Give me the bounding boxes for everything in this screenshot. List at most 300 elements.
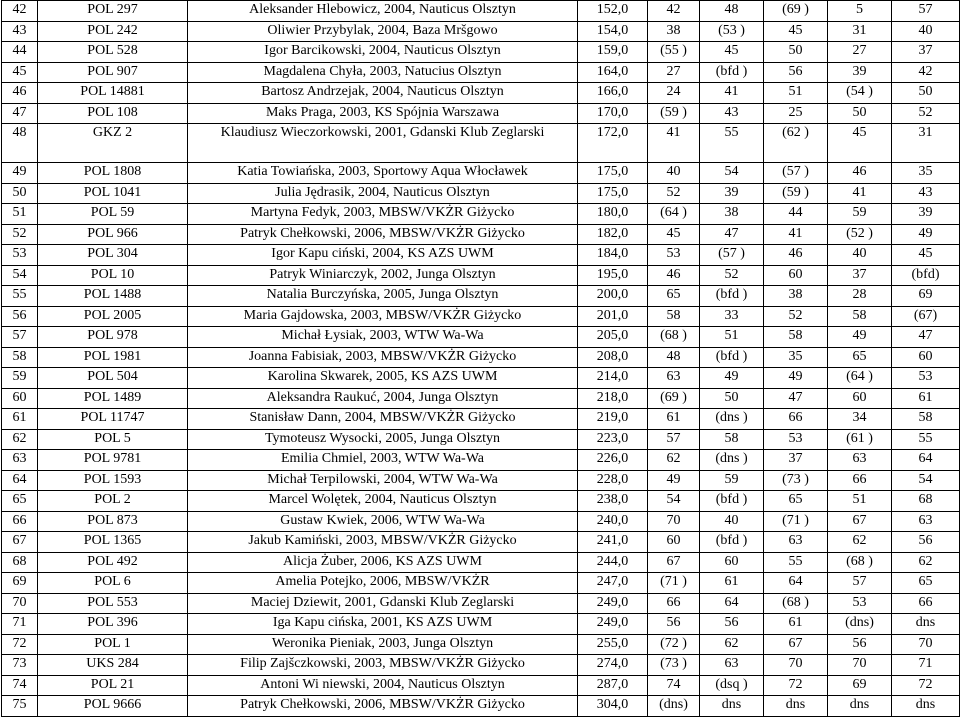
race-3-cell: 53 [764, 429, 828, 450]
sail-number-cell: POL 978 [38, 327, 188, 348]
table-row [2, 491, 960, 512]
place-cell: 44 [2, 42, 38, 63]
table-row [2, 62, 960, 83]
race-1-cell: 58 [648, 306, 700, 327]
race-1-cell: 65 [648, 286, 700, 307]
sail-number-cell: POL 108 [38, 103, 188, 124]
competitor-cell: Michał Terpilowski, 2004, WTW Wa-Wa [188, 470, 578, 491]
race-1-cell: 54 [648, 491, 700, 512]
total-points-cell: 219,0 [578, 409, 648, 430]
competitor-cell: Stanisław Dann, 2004, MBSW/VKŻR Giżycko [188, 409, 578, 430]
place-cell: 53 [2, 245, 38, 266]
race-2-cell: 63 [700, 655, 764, 676]
race-3-cell: 65 [764, 491, 828, 512]
race-5-cell: 40 [892, 21, 960, 42]
race-5-cell: (67) [892, 306, 960, 327]
competitor-cell: Gustaw Kwiek, 2006, WTW Wa-Wa [188, 511, 578, 532]
race-4-cell: 59 [828, 204, 892, 225]
race-4-cell: 69 [828, 675, 892, 696]
race-4-cell: 70 [828, 655, 892, 676]
race-4-cell: (68 ) [828, 552, 892, 573]
competitor-cell: Antoni Wi niewski, 2004, Nauticus Olsztyn [188, 675, 578, 696]
race-3-cell: 51 [764, 83, 828, 104]
sail-number-cell: POL 2 [38, 491, 188, 512]
table-row [2, 21, 960, 42]
race-5-cell: 65 [892, 573, 960, 594]
race-5-cell: 31 [892, 124, 960, 163]
race-1-cell: 45 [648, 224, 700, 245]
sail-number-cell: POL 1 [38, 634, 188, 655]
sail-number-cell: POL 5 [38, 429, 188, 450]
table-row [2, 347, 960, 368]
total-points-cell: 228,0 [578, 470, 648, 491]
total-points-cell: 175,0 [578, 163, 648, 184]
sail-number-cell: UKS 284 [38, 655, 188, 676]
race-2-cell: 38 [700, 204, 764, 225]
sail-number-cell: POL 21 [38, 675, 188, 696]
total-points-cell: 223,0 [578, 429, 648, 450]
race-4-cell: dns [828, 696, 892, 717]
table-row [2, 675, 960, 696]
race-5-cell: 35 [892, 163, 960, 184]
race-1-cell: 38 [648, 21, 700, 42]
race-3-cell: 56 [764, 62, 828, 83]
table-row [2, 532, 960, 553]
place-cell: 51 [2, 204, 38, 225]
competitor-cell: Michał Łysiak, 2003, WTW Wa-Wa [188, 327, 578, 348]
race-4-cell: (54 ) [828, 83, 892, 104]
race-3-cell: 35 [764, 347, 828, 368]
race-3-cell: dns [764, 696, 828, 717]
race-5-cell: 39 [892, 204, 960, 225]
competitor-cell: Jakub Kamiński, 2003, MBSW/VKŻR Giżycko [188, 532, 578, 553]
table-row [2, 368, 960, 389]
race-2-cell: (57 ) [700, 245, 764, 266]
total-points-cell: 182,0 [578, 224, 648, 245]
race-4-cell: (61 ) [828, 429, 892, 450]
race-3-cell: 47 [764, 388, 828, 409]
place-cell: 60 [2, 388, 38, 409]
race-3-cell: 60 [764, 265, 828, 286]
race-3-cell: 58 [764, 327, 828, 348]
total-points-cell: 170,0 [578, 103, 648, 124]
race-2-cell: 41 [700, 83, 764, 104]
competitor-cell: Natalia Burczyńska, 2005, Junga Olsztyn [188, 286, 578, 307]
race-2-cell: 60 [700, 552, 764, 573]
sail-number-cell: POL 297 [38, 1, 188, 22]
race-2-cell: (dsq ) [700, 675, 764, 696]
race-5-cell: 66 [892, 593, 960, 614]
race-5-cell: 64 [892, 450, 960, 471]
table-row [2, 124, 960, 163]
total-points-cell: 164,0 [578, 62, 648, 83]
place-cell: 61 [2, 409, 38, 430]
table-row [2, 388, 960, 409]
sail-number-cell: POL 59 [38, 204, 188, 225]
race-3-cell: 64 [764, 573, 828, 594]
race-4-cell: 60 [828, 388, 892, 409]
competitor-cell: Magdalena Chyła, 2003, Natucius Olsztyn [188, 62, 578, 83]
race-4-cell: 31 [828, 21, 892, 42]
race-5-cell: 69 [892, 286, 960, 307]
race-1-cell: 60 [648, 532, 700, 553]
race-4-cell: 63 [828, 450, 892, 471]
race-5-cell: 68 [892, 491, 960, 512]
total-points-cell: 287,0 [578, 675, 648, 696]
place-cell: 48 [2, 124, 38, 163]
race-4-cell: 45 [828, 124, 892, 163]
race-3-cell: 50 [764, 42, 828, 63]
race-1-cell: (68 ) [648, 327, 700, 348]
place-cell: 50 [2, 183, 38, 204]
sail-number-cell: POL 242 [38, 21, 188, 42]
sail-number-cell: POL 14881 [38, 83, 188, 104]
sail-number-cell: POL 11747 [38, 409, 188, 430]
race-5-cell: 61 [892, 388, 960, 409]
table-row [2, 593, 960, 614]
race-4-cell: (52 ) [828, 224, 892, 245]
race-5-cell: 43 [892, 183, 960, 204]
sail-number-cell: POL 492 [38, 552, 188, 573]
race-4-cell: 51 [828, 491, 892, 512]
race-1-cell: 40 [648, 163, 700, 184]
race-1-cell: (69 ) [648, 388, 700, 409]
race-1-cell: (71 ) [648, 573, 700, 594]
place-cell: 70 [2, 593, 38, 614]
race-2-cell: (bfd ) [700, 532, 764, 553]
competitor-cell: Amelia Potejko, 2006, MBSW/VKŻR [188, 573, 578, 594]
sail-number-cell: POL 1365 [38, 532, 188, 553]
race-3-cell: 61 [764, 614, 828, 635]
race-5-cell: 63 [892, 511, 960, 532]
table-row [2, 450, 960, 471]
competitor-cell: Igor Kapu ciński, 2004, KS AZS UWM [188, 245, 578, 266]
race-1-cell: 66 [648, 593, 700, 614]
race-5-cell: 57 [892, 1, 960, 22]
sail-number-cell: POL 1041 [38, 183, 188, 204]
table-row [2, 83, 960, 104]
race-4-cell: 41 [828, 183, 892, 204]
race-3-cell: 41 [764, 224, 828, 245]
table-row [2, 573, 960, 594]
race-5-cell: 53 [892, 368, 960, 389]
table-row [2, 552, 960, 573]
place-cell: 57 [2, 327, 38, 348]
competitor-cell: Patryk Winiarczyk, 2002, Junga Olsztyn [188, 265, 578, 286]
competitor-cell: Aleksandra Raukuć, 2004, Junga Olsztyn [188, 388, 578, 409]
race-1-cell: 52 [648, 183, 700, 204]
race-2-cell: dns [700, 696, 764, 717]
competitor-cell: Iga Kapu cińska, 2001, KS AZS UWM [188, 614, 578, 635]
race-5-cell: dns [892, 696, 960, 717]
race-3-cell: 55 [764, 552, 828, 573]
place-cell: 65 [2, 491, 38, 512]
race-3-cell: 38 [764, 286, 828, 307]
race-4-cell: 5 [828, 1, 892, 22]
race-3-cell: 67 [764, 634, 828, 655]
race-4-cell: 46 [828, 163, 892, 184]
sail-number-cell: POL 6 [38, 573, 188, 594]
race-3-cell: (71 ) [764, 511, 828, 532]
race-3-cell: 52 [764, 306, 828, 327]
competitor-cell: Bartosz Andrzejak, 2004, Nauticus Olsztyn [188, 83, 578, 104]
sail-number-cell: POL 553 [38, 593, 188, 614]
race-3-cell: (73 ) [764, 470, 828, 491]
table-row [2, 1, 960, 22]
total-points-cell: 201,0 [578, 306, 648, 327]
competitor-cell: Weronika Pieniak, 2003, Junga Olsztyn [188, 634, 578, 655]
competitor-cell: Patryk Chełkowski, 2006, MBSW/VKŻR Giżycko [188, 224, 578, 245]
race-5-cell: 45 [892, 245, 960, 266]
race-4-cell: 65 [828, 347, 892, 368]
total-points-cell: 214,0 [578, 368, 648, 389]
race-1-cell: 41 [648, 124, 700, 163]
table-row [2, 429, 960, 450]
table-row [2, 286, 960, 307]
race-5-cell: 49 [892, 224, 960, 245]
race-2-cell: 50 [700, 388, 764, 409]
race-1-cell: 42 [648, 1, 700, 22]
race-3-cell: 45 [764, 21, 828, 42]
place-cell: 73 [2, 655, 38, 676]
place-cell: 56 [2, 306, 38, 327]
race-4-cell: 58 [828, 306, 892, 327]
sail-number-cell: POL 1981 [38, 347, 188, 368]
total-points-cell: 184,0 [578, 245, 648, 266]
race-2-cell: (dns ) [700, 450, 764, 471]
race-4-cell: 62 [828, 532, 892, 553]
sail-number-cell: POL 9781 [38, 450, 188, 471]
race-5-cell: (bfd) [892, 265, 960, 286]
table-row [2, 409, 960, 430]
race-1-cell: 48 [648, 347, 700, 368]
total-points-cell: 218,0 [578, 388, 648, 409]
race-4-cell: 40 [828, 245, 892, 266]
place-cell: 43 [2, 21, 38, 42]
race-2-cell: 61 [700, 573, 764, 594]
place-cell: 63 [2, 450, 38, 471]
race-1-cell: 57 [648, 429, 700, 450]
sail-number-cell: POL 504 [38, 368, 188, 389]
race-4-cell: 57 [828, 573, 892, 594]
place-cell: 72 [2, 634, 38, 655]
race-2-cell: 55 [700, 124, 764, 163]
race-4-cell: 67 [828, 511, 892, 532]
table-row [2, 511, 960, 532]
results-body [2, 1, 960, 717]
place-cell: 42 [2, 1, 38, 22]
race-2-cell: 39 [700, 183, 764, 204]
total-points-cell: 247,0 [578, 573, 648, 594]
table-row [2, 42, 960, 63]
total-points-cell: 244,0 [578, 552, 648, 573]
competitor-cell: Karolina Skwarek, 2005, KS AZS UWM [188, 368, 578, 389]
race-4-cell: 37 [828, 265, 892, 286]
race-3-cell: 49 [764, 368, 828, 389]
sail-number-cell: POL 1488 [38, 286, 188, 307]
total-points-cell: 226,0 [578, 450, 648, 471]
place-cell: 74 [2, 675, 38, 696]
total-points-cell: 180,0 [578, 204, 648, 225]
total-points-cell: 205,0 [578, 327, 648, 348]
sail-number-cell: POL 528 [38, 42, 188, 63]
total-points-cell: 166,0 [578, 83, 648, 104]
table-row [2, 103, 960, 124]
place-cell: 75 [2, 696, 38, 717]
place-cell: 46 [2, 83, 38, 104]
place-cell: 55 [2, 286, 38, 307]
race-4-cell: (dns) [828, 614, 892, 635]
race-3-cell: 70 [764, 655, 828, 676]
table-row [2, 696, 960, 717]
place-cell: 59 [2, 368, 38, 389]
race-3-cell: 72 [764, 675, 828, 696]
race-2-cell: 48 [700, 1, 764, 22]
competitor-cell: Filip Zajšczkowski, 2003, MBSW/VKŻR Giżycko [188, 655, 578, 676]
race-5-cell: 54 [892, 470, 960, 491]
competitor-cell: Emilia Chmiel, 2003, WTW Wa-Wa [188, 450, 578, 471]
total-points-cell: 238,0 [578, 491, 648, 512]
race-5-cell: 60 [892, 347, 960, 368]
race-5-cell: 55 [892, 429, 960, 450]
race-5-cell: 42 [892, 62, 960, 83]
total-points-cell: 208,0 [578, 347, 648, 368]
race-2-cell: 45 [700, 42, 764, 63]
total-points-cell: 249,0 [578, 614, 648, 635]
race-1-cell: (73 ) [648, 655, 700, 676]
total-points-cell: 152,0 [578, 1, 648, 22]
place-cell: 66 [2, 511, 38, 532]
race-2-cell: 47 [700, 224, 764, 245]
race-1-cell: (72 ) [648, 634, 700, 655]
competitor-cell: Katia Towiańska, 2003, Sportowy Aqua Włocławek [188, 163, 578, 184]
race-3-cell: (62 ) [764, 124, 828, 163]
race-4-cell: 28 [828, 286, 892, 307]
race-2-cell: 51 [700, 327, 764, 348]
race-1-cell: (dns) [648, 696, 700, 717]
race-1-cell: 56 [648, 614, 700, 635]
competitor-cell: Martyna Fedyk, 2003, MBSW/VKŻR Giżycko [188, 204, 578, 225]
table-row [2, 163, 960, 184]
table-row [2, 306, 960, 327]
place-cell: 54 [2, 265, 38, 286]
race-5-cell: 71 [892, 655, 960, 676]
place-cell: 62 [2, 429, 38, 450]
race-4-cell: 53 [828, 593, 892, 614]
race-1-cell: 24 [648, 83, 700, 104]
race-4-cell: 49 [828, 327, 892, 348]
table-row [2, 224, 960, 245]
place-cell: 68 [2, 552, 38, 573]
total-points-cell: 304,0 [578, 696, 648, 717]
race-5-cell: 37 [892, 42, 960, 63]
race-5-cell: 62 [892, 552, 960, 573]
table-row [2, 634, 960, 655]
race-1-cell: 53 [648, 245, 700, 266]
sail-number-cell: GKZ 2 [38, 124, 188, 163]
place-cell: 64 [2, 470, 38, 491]
place-cell: 49 [2, 163, 38, 184]
race-3-cell: (68 ) [764, 593, 828, 614]
race-1-cell: 63 [648, 368, 700, 389]
race-4-cell: 39 [828, 62, 892, 83]
race-1-cell: 67 [648, 552, 700, 573]
total-points-cell: 274,0 [578, 655, 648, 676]
race-3-cell: 37 [764, 450, 828, 471]
sail-number-cell: POL 396 [38, 614, 188, 635]
sail-number-cell: POL 9666 [38, 696, 188, 717]
race-3-cell: 44 [764, 204, 828, 225]
competitor-cell: Maks Praga, 2003, KS Spójnia Warszawa [188, 103, 578, 124]
race-4-cell: 27 [828, 42, 892, 63]
race-2-cell: (dns ) [700, 409, 764, 430]
race-3-cell: (57 ) [764, 163, 828, 184]
sail-number-cell: POL 1593 [38, 470, 188, 491]
competitor-cell: Oliwier Przybylak, 2004, Baza Mršgowo [188, 21, 578, 42]
table-row [2, 655, 960, 676]
competitor-cell: Marcel Wolętek, 2004, Nauticus Olsztyn [188, 491, 578, 512]
race-3-cell: 63 [764, 532, 828, 553]
race-1-cell: 62 [648, 450, 700, 471]
table-row [2, 327, 960, 348]
race-5-cell: 50 [892, 83, 960, 104]
race-1-cell: 27 [648, 62, 700, 83]
sail-number-cell: POL 304 [38, 245, 188, 266]
race-2-cell: 49 [700, 368, 764, 389]
table-row [2, 245, 960, 266]
sail-number-cell: POL 1489 [38, 388, 188, 409]
race-2-cell: 52 [700, 265, 764, 286]
race-3-cell: 66 [764, 409, 828, 430]
total-points-cell: 200,0 [578, 286, 648, 307]
race-3-cell: 46 [764, 245, 828, 266]
race-5-cell: 52 [892, 103, 960, 124]
competitor-cell: Joanna Fabisiak, 2003, MBSW/VKŻR Giżycko [188, 347, 578, 368]
total-points-cell: 240,0 [578, 511, 648, 532]
race-2-cell: (bfd ) [700, 62, 764, 83]
competitor-cell: Alicja Żuber, 2006, KS AZS UWM [188, 552, 578, 573]
sail-number-cell: POL 907 [38, 62, 188, 83]
competitor-cell: Igor Barcikowski, 2004, Nauticus Olsztyn [188, 42, 578, 63]
race-5-cell: 56 [892, 532, 960, 553]
table-row [2, 265, 960, 286]
race-1-cell: (55 ) [648, 42, 700, 63]
total-points-cell: 255,0 [578, 634, 648, 655]
race-2-cell: 64 [700, 593, 764, 614]
race-5-cell: 72 [892, 675, 960, 696]
race-5-cell: 58 [892, 409, 960, 430]
sail-number-cell: POL 2005 [38, 306, 188, 327]
total-points-cell: 172,0 [578, 124, 648, 163]
place-cell: 67 [2, 532, 38, 553]
race-1-cell: 70 [648, 511, 700, 532]
competitor-cell: Aleksander Hlebowicz, 2004, Nauticus Olsztyn [188, 1, 578, 22]
total-points-cell: 249,0 [578, 593, 648, 614]
place-cell: 58 [2, 347, 38, 368]
place-cell: 69 [2, 573, 38, 594]
table-row [2, 183, 960, 204]
race-3-cell: (59 ) [764, 183, 828, 204]
place-cell: 71 [2, 614, 38, 635]
race-2-cell: 43 [700, 103, 764, 124]
race-3-cell: 25 [764, 103, 828, 124]
race-2-cell: (bfd ) [700, 347, 764, 368]
race-2-cell: (53 ) [700, 21, 764, 42]
race-1-cell: (64 ) [648, 204, 700, 225]
race-2-cell: 58 [700, 429, 764, 450]
race-1-cell: 49 [648, 470, 700, 491]
table-row [2, 614, 960, 635]
